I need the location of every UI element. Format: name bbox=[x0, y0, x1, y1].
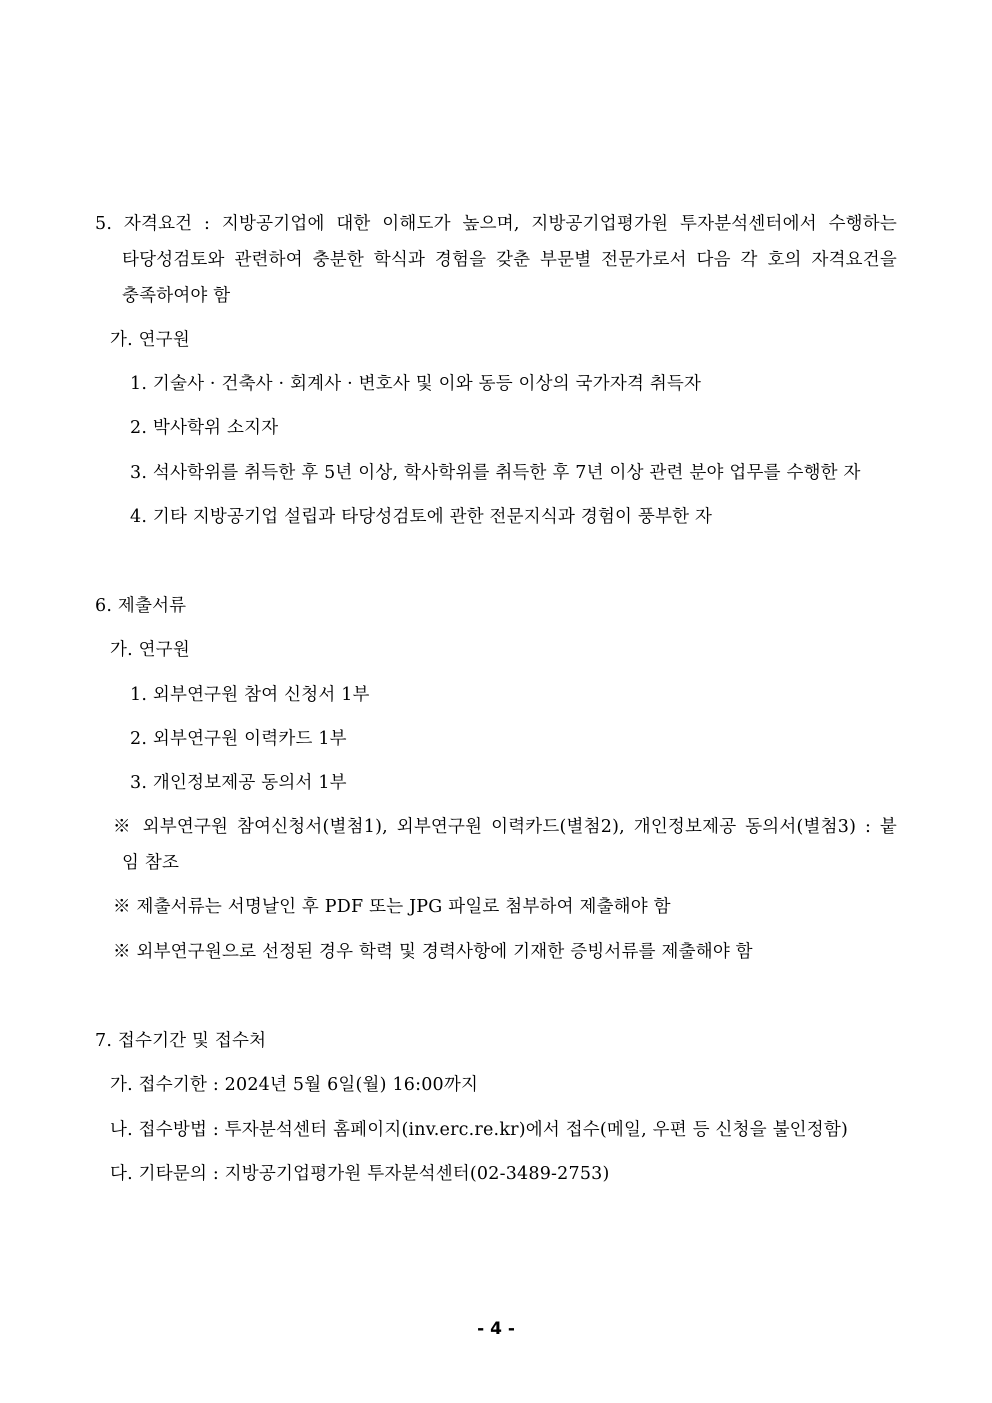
section6-note1-line2: 임 참조 bbox=[122, 853, 180, 873]
section5-heading-line3: 충족하여야 함 bbox=[122, 286, 231, 306]
section7-heading: 7. 접수기간 및 접수처 bbox=[95, 1031, 267, 1051]
section6-item-3: 3. 개인정보제공 동의서 1부 bbox=[130, 773, 347, 793]
section5-item-3: 3. 석사학위를 취득한 후 5년 이상, 학사학위를 취득한 후 7년 이상 관련 분야 업무를 수행한 자 bbox=[130, 463, 861, 483]
section6-item-1: 1. 외부연구원 참여 신청서 1부 bbox=[130, 685, 370, 705]
section7-item-contact: 다. 기타문의 : 지방공기업평가원 투자분석센터(02-3489-2753) bbox=[110, 1164, 610, 1184]
section5-heading-line1: 5. 자격요건 : 지방공기업에 대한 이해도가 높으며, 지방공기업평가원 투자분석센터에서 수행하는 bbox=[95, 214, 897, 234]
section6-note3: ※ 외부연구원으로 선정된 경우 학력 및 경력사항에 기재한 증빙서류를 제출해야 함 bbox=[113, 942, 753, 962]
section6-subheading-researcher: 가. 연구원 bbox=[110, 640, 190, 660]
section5-item-2: 2. 박사학위 소지자 bbox=[130, 418, 279, 438]
section6-heading: 6. 제출서류 bbox=[95, 596, 187, 616]
section5-item-4: 4. 기타 지방공기업 설립과 타당성검토에 관한 전문지식과 경험이 풍부한 자 bbox=[130, 507, 713, 527]
section6-note2: ※ 제출서류는 서명날인 후 PDF 또는 JPG 파일로 첨부하여 제출해야 함 bbox=[113, 897, 671, 917]
page-number: - 4 - bbox=[477, 1319, 515, 1339]
section6-item-2: 2. 외부연구원 이력카드 1부 bbox=[130, 729, 347, 749]
section5-subheading-researcher: 가. 연구원 bbox=[110, 330, 190, 350]
section5-heading-line2: 타당성검토와 관련하여 충분한 학식과 경험을 갖춘 부문별 전문가로서 다음 각 호의 자격요건을 bbox=[122, 250, 897, 270]
section6-note1-line1: ※ 외부연구원 참여신청서(별첨1), 외부연구원 이력카드(별첨2), 개인정보제공 동의서(별첨3) : 붙 bbox=[113, 817, 897, 837]
section7-item-method: 나. 접수방법 : 투자분석센터 홈페이지(inv.erc.re.kr)에서 접수(메일, 우편 등 신청을 불인정함) bbox=[110, 1120, 849, 1140]
section7-item-deadline: 가. 접수기한 : 2024년 5월 6일(월) 16:00까지 bbox=[110, 1075, 479, 1095]
section5-item-1: 1. 기술사 · 건축사 · 회계사 · 변호사 및 이와 동등 이상의 국가자격 취득자 bbox=[130, 374, 702, 394]
